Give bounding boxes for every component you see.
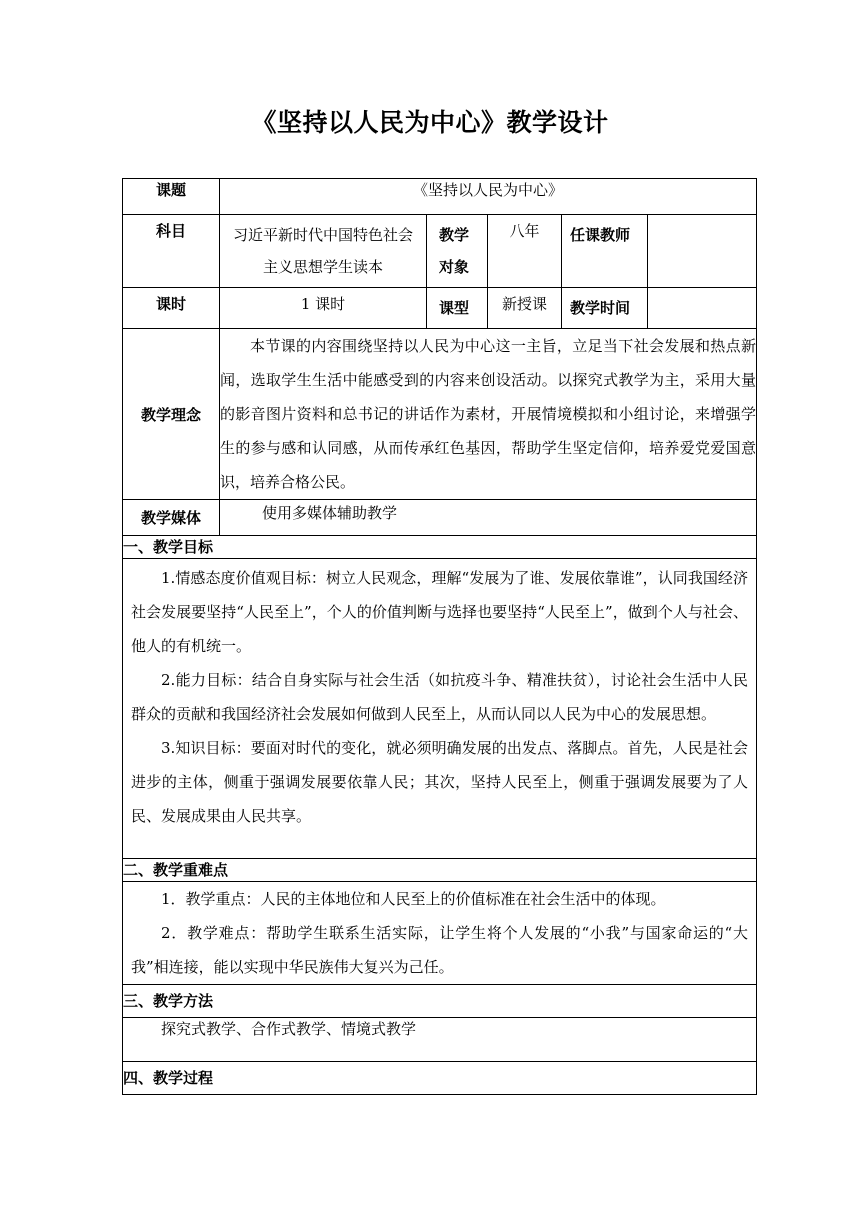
topic-label: 课题 <box>123 179 220 215</box>
hours-value: 1 课时 <box>220 288 427 329</box>
media-value: 使用多媒体辅助教学 <box>220 500 757 536</box>
key-point-focus: 1．教学重点：人民的主体地位和人民至上的价值标准在社会生活中的体现。 <box>161 890 666 908</box>
key-point-difficulty: 2．教学难点：帮助学生联系生活实际，让学生将个人发展的“小我”与国家命运的“大我”相连接，能以实现中华民族伟大复兴为己任。 <box>131 924 748 976</box>
process-section-title: 四、教学过程 <box>123 1062 757 1095</box>
philosophy-label: 教学理念 <box>123 329 220 500</box>
media-label: 教学媒体 <box>123 500 220 536</box>
subject-label: 科目 <box>123 215 220 288</box>
type-label: 课型 <box>427 288 488 329</box>
method-header-row <box>123 985 757 1018</box>
teacher-label: 任课教师 <box>562 215 648 288</box>
goals-section-title: 一、教学目标 <box>123 536 757 559</box>
media-row <box>123 500 757 536</box>
method-section-title: 三、教学方法 <box>123 985 757 1018</box>
philosophy-row <box>123 329 757 500</box>
lesson-plan-table <box>122 178 757 1095</box>
time-label: 教学时间 <box>562 288 648 329</box>
topic-value: 《坚持以人民为中心》 <box>220 179 757 215</box>
document-title: 《坚持以人民为中心》教学设计 <box>251 108 609 137</box>
goals-row <box>123 559 757 859</box>
hours-row <box>123 288 757 329</box>
key-header-row <box>123 859 757 882</box>
teacher-value <box>648 215 757 288</box>
key-row <box>123 882 757 985</box>
audience-label: 教学对象 <box>427 215 488 288</box>
subject-value: 习近平新时代中国特色社会主义思想学生读本 <box>220 215 427 288</box>
goals-header-row <box>123 536 757 559</box>
philosophy-text: 本节课的内容围绕坚持以人民为中心这一主旨，立足当下社会发展和热点新闻，选取学生生活中能感受到的内容来创设活动。以探究式教学为主，采用大量的影音图片资料和总书记的讲话作为素材，开展情境模拟和小组讨论，来增强学生的参与感和认同感，从而传承红色基因，帮助学生坚定信仰，培养爱党爱国意识，培养合格公民。 <box>220 329 757 500</box>
topic-row <box>123 179 757 215</box>
method-row <box>123 1018 757 1062</box>
goal-emotion: 1.情感态度价值观目标：树立人民观念，理解“发展为了谁、发展依靠谁”，认同我国经济社会发展要坚持“人民至上”，个人的价值判断与选择也要坚持“人民至上”，做到个人与社会、他人的有机统一。 <box>131 569 748 655</box>
process-header-row <box>123 1062 757 1095</box>
time-value <box>648 288 757 329</box>
goal-knowledge: 3.知识目标：要面对时代的变化，就必须明确发展的出发点、落脚点。首先，人民是社会进步的主体，侧重于强调发展要依靠人民；其次，坚持人民至上，侧重于强调发展要为了人民、发展成果由人民共享。 <box>131 739 748 825</box>
hours-label: 课时 <box>123 288 220 329</box>
subject-row <box>123 215 757 288</box>
key-section-title: 二、教学重难点 <box>123 859 757 882</box>
goal-ability: 2.能力目标：结合自身实际与社会生活（如抗疫斗争、精准扶贫），讨论社会生活中人民群众的贡献和我国经济社会发展如何做到人民至上，从而认同以人民为中心的发展思想。 <box>131 671 748 723</box>
audience-value: 八年 <box>488 215 562 288</box>
method-text: 探究式教学、合作式教学、情境式教学 <box>123 1018 757 1062</box>
type-value: 新授课 <box>488 288 562 329</box>
